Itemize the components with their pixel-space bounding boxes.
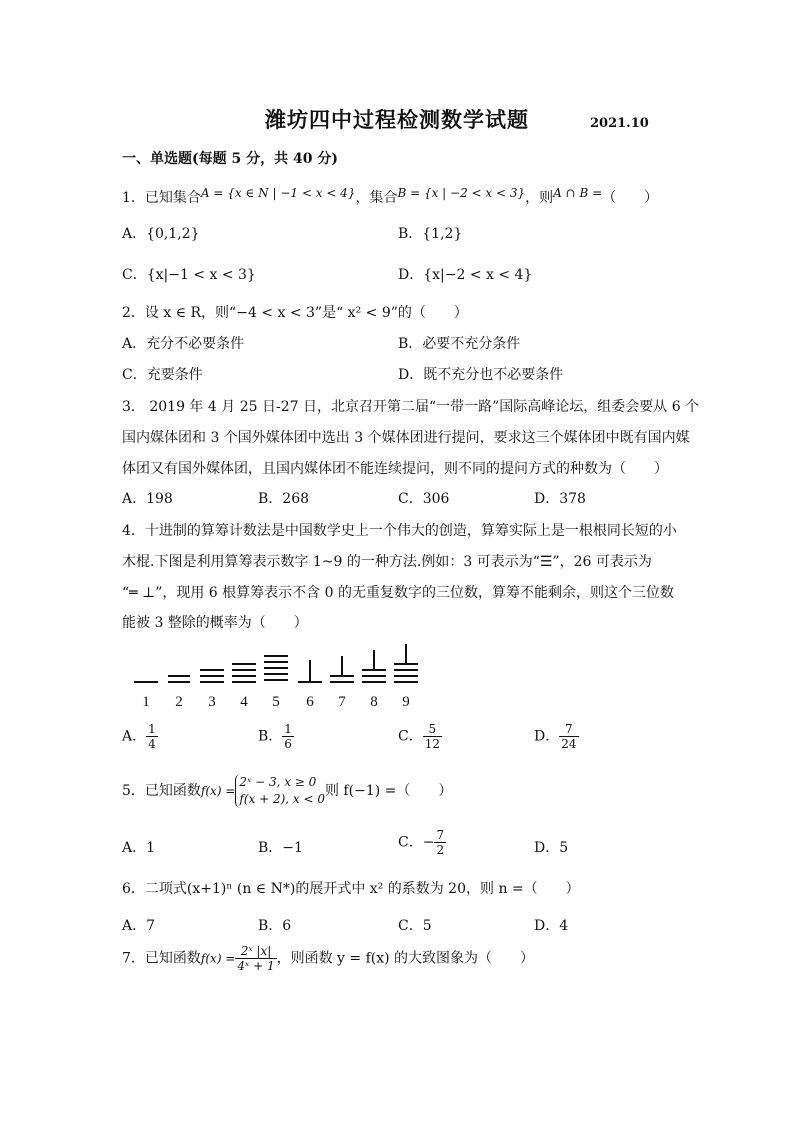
rod-label-1: 1 <box>142 694 150 710</box>
rod-label-8: 8 <box>370 694 378 710</box>
rod-label-3: 3 <box>208 694 216 710</box>
q7-denominator: 4ˣ + 1 <box>237 959 275 973</box>
q7-text-b: ，则函数 y = f(x) 的大致图象为（ ） <box>276 950 535 967</box>
q5-option-d: D．5 <box>534 840 569 856</box>
q4-b-numerator: 1 <box>284 722 292 736</box>
q5-option-b: B．−1 <box>258 840 303 856</box>
q6-option-d: D．4 <box>534 918 569 934</box>
q5-function: f(x) = <box>200 784 236 798</box>
question-4-line-2: 木棍.下图是利用算筹表示数字 1~9 的一种方法.例如：3 可表示为“☰”，26 可表示为 <box>122 554 652 570</box>
q1-option-d: D．{x|−2 < x < 4} <box>398 267 533 283</box>
question-4-line-4: 能被 3 整除的概率为（ ） <box>122 615 308 631</box>
rod-label-2: 2 <box>175 694 183 710</box>
rod-digit-7 <box>330 656 354 682</box>
q4-option-c <box>398 722 442 751</box>
q4-option-d <box>534 722 579 751</box>
q1-option-c: C．{x|−1 < x < 3} <box>122 267 256 283</box>
q4-c-denominator: 12 <box>424 737 440 751</box>
rod-digit-2 <box>168 676 190 682</box>
q7-text-a: 7．已知函数 <box>122 950 201 967</box>
rod-digit-6 <box>298 660 322 682</box>
q6-option-b: B．6 <box>258 918 292 934</box>
q3-option-d: D．378 <box>534 491 586 507</box>
q4-c-numerator: 5 <box>423 722 442 737</box>
counting-rods-figure <box>128 644 428 712</box>
rod-label-9: 9 <box>402 694 410 710</box>
q4-option-b-label: B． <box>258 728 283 745</box>
q5-option-c-label: C．− <box>398 834 435 851</box>
q5-option-c-fraction <box>434 828 446 857</box>
q4-option-d-label: D． <box>534 728 560 745</box>
question-3-line-3: 体团又有国外媒体团，且国内媒体团不能连续提问，则不同的提问方式的种数为（ ） <box>122 461 668 477</box>
rod-digit-3 <box>200 670 224 682</box>
q4-option-a <box>122 722 158 751</box>
question-3-line-2: 国内媒体团和 3 个国外媒体团中选出 3 个媒体团进行提问，要求这三个媒体团中既有国内媒 <box>122 430 690 446</box>
q1-option-b: B．{1,2} <box>398 226 463 242</box>
q6-option-c: C．5 <box>398 918 432 934</box>
q1-option-a: A．{0,1,2} <box>122 226 200 242</box>
q4-b-denominator: 6 <box>284 737 292 751</box>
question-6-stem: 6．二项式(x+1)ⁿ (n ∈ N*)的展开式中 x² 的系数为 20，则 n =（ ） <box>122 881 580 897</box>
q1-paren: （ ） <box>602 190 659 206</box>
q4-d-denominator: 24 <box>561 737 577 751</box>
q1-text-c: ，则 <box>525 190 554 206</box>
q5-case-1: 2ˣ − 3, x ≥ 0 <box>239 775 317 789</box>
q1-text-b: ，集合 <box>355 190 398 206</box>
q1-expression: A ∩ B = <box>553 186 603 200</box>
rod-label-5: 5 <box>272 694 280 710</box>
question-4-line-1: 4．十进制的算筹计数法是中国数学史上一个伟大的创造，算筹实际上是一根根同长短的小 <box>122 523 677 539</box>
q1-set-a: A = {x ∈ N | −1 < x < 4} <box>200 186 356 200</box>
page-title: 潍坊四中过程检测数学试题 <box>265 107 529 132</box>
rod-label-6: 6 <box>306 694 314 710</box>
q4-a-numerator: 1 <box>148 722 156 736</box>
rod-label-7: 7 <box>338 694 346 710</box>
q1-text-a: 1．已知集合 <box>122 190 201 206</box>
q2-option-a: A．充分不必要条件 <box>122 336 245 352</box>
q2-option-d: D．既不充分也不必要条件 <box>398 367 564 383</box>
q2-option-b: B．必要不充分条件 <box>398 336 521 352</box>
q5-c-denominator: 2 <box>436 843 445 857</box>
q7-fraction <box>235 944 276 973</box>
q5-text-a: 5．已知函数 <box>122 783 201 799</box>
q1-set-b: B = {x | −2 < x < 3} <box>397 186 526 200</box>
rod-digit-4 <box>232 664 256 682</box>
q4-option-a-label: A． <box>122 728 147 745</box>
q3-option-a: A．198 <box>122 491 173 507</box>
q4-a-denominator: 4 <box>148 737 156 751</box>
rod-label-4: 4 <box>240 694 248 710</box>
question-7-stem <box>122 944 534 973</box>
question-5-stem <box>122 774 452 808</box>
q6-option-a: A．7 <box>122 918 156 934</box>
q2-option-c: C．充要条件 <box>122 367 203 383</box>
q7-numerator: 2ˣ |x| <box>235 944 276 959</box>
q5-option-c <box>398 828 446 857</box>
q4-option-d-fraction <box>559 722 578 751</box>
q4-option-c-label: C． <box>398 728 423 745</box>
q4-option-b <box>258 722 294 751</box>
q4-option-c-fraction <box>423 722 442 751</box>
q4-option-b-fraction <box>282 722 294 751</box>
q5-case-2: f(x + 2), x < 0 <box>239 792 325 806</box>
q3-option-c: C．306 <box>398 491 450 507</box>
exam-date: 2021.10 <box>590 116 649 131</box>
section-heading: 一、单选题(每题 5 分，共 40 分) <box>122 151 338 167</box>
q5-c-numerator: 7 <box>436 828 445 842</box>
q3-option-b: B．268 <box>258 491 310 507</box>
rod-digit-8 <box>362 650 386 682</box>
question-4-line-3: “═ ⊥”，现用 6 根算筹表示不含 0 的无重复数字的三位数，算筹不能剩余，则这个三位数 <box>122 585 674 601</box>
q5-option-a: A．1 <box>122 840 156 856</box>
question-3-line-1: 3． 2019 年 4 月 25 日-27 日，北京召开第二届“一带一路”国际高峰论坛，组委会要从 6 个 <box>122 399 700 415</box>
q7-function: f(x) = <box>200 951 236 966</box>
q5-piecewise <box>235 774 325 808</box>
q4-option-a-fraction <box>146 722 158 751</box>
question-2-stem: 2．设 x ∈ R，则“−4 < x < 3”是“ x² < 9”的（ ） <box>122 305 468 321</box>
rod-digit-5 <box>264 656 288 680</box>
rod-digit-9 <box>394 644 418 682</box>
q4-d-numerator: 7 <box>559 722 578 737</box>
question-1-stem <box>122 187 658 207</box>
q5-text-b: 则 f(−1) =（ ） <box>324 783 453 799</box>
